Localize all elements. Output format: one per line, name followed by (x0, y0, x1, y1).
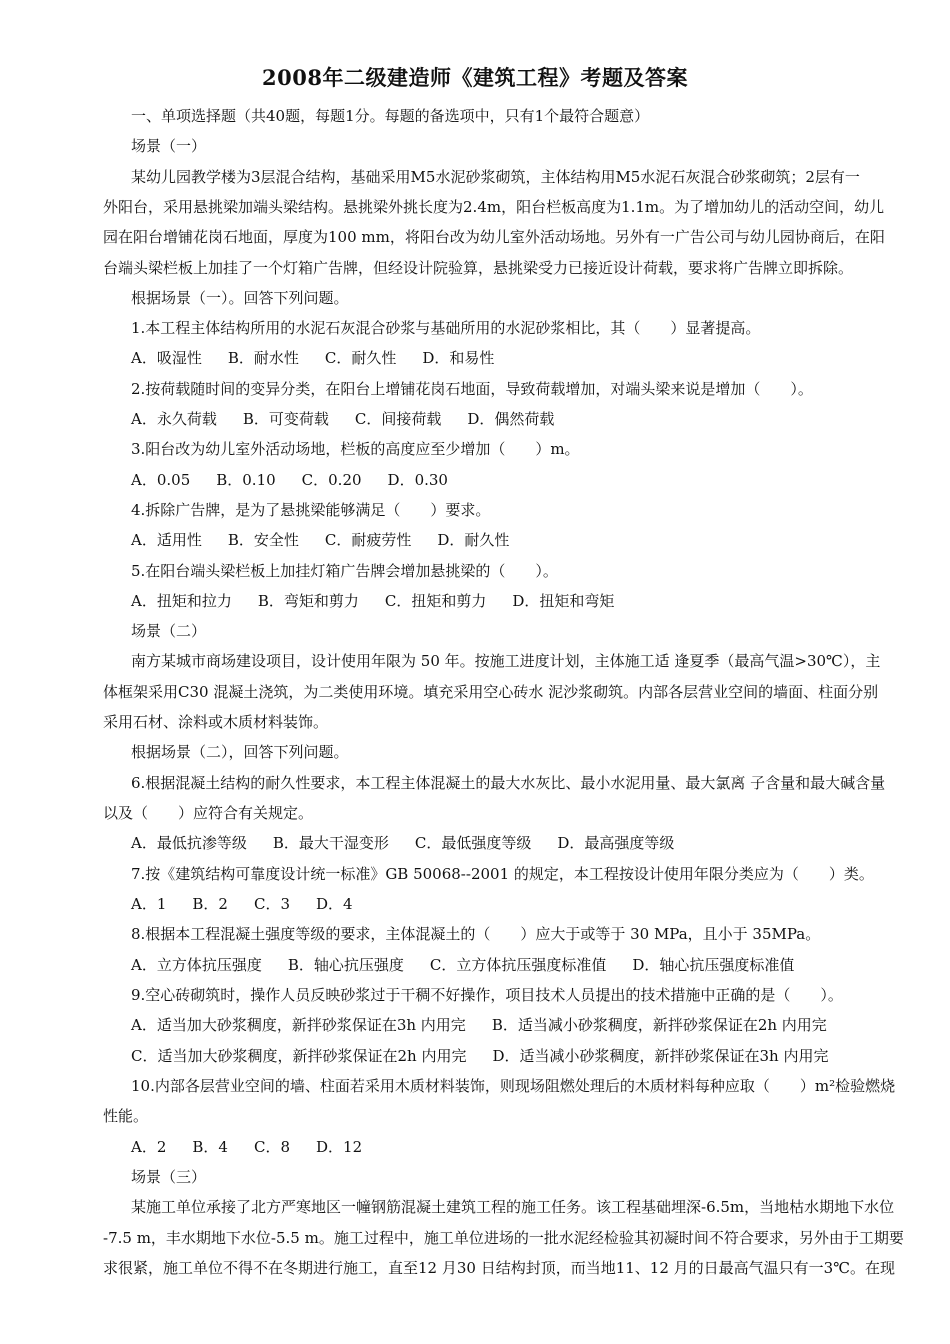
option-a: A．永久荷载 (131, 410, 217, 428)
option-d: D．0.30 (387, 471, 448, 489)
option-c: C．耐久性 (324, 349, 397, 367)
option-a: A．扭矩和拉力 (131, 592, 232, 610)
question-6-stem: 6.根据混凝土结构的耐久性要求，本工程主体混凝土的最大水灰比、最小水泥用量、最大氯离 子含量和最大碱含量 (131, 774, 886, 792)
scene-1-paragraph: 台端头梁栏板上加挂了一个灯箱广告牌，但经设计院验算，悬挑梁受力已接近设计荷载，要求将广告牌立即拆除。 (103, 259, 854, 277)
scene-3-paragraph: 求很紧，施工单位不得不在冬期进行施工，直至12 月30 日结构封顶，而当地11、12 月的日最高气温只有一3℃。在现 (103, 1259, 895, 1277)
scene-1-paragraph: 外阳台，采用悬挑梁加端头梁结构。悬挑梁外挑长度为2.4m，阳台栏板高度为1.1m。为了增加幼儿的活动空间，幼儿 (103, 198, 885, 216)
question-1-stem: 1.本工程主体结构所用的水泥石灰混合砂浆与基础所用的水泥砂浆相比，其（ ）显著提高。 (131, 319, 761, 337)
question-6-options (131, 833, 700, 853)
scene-2-prompt: 根据场景（二），回答下列问题。 (131, 743, 349, 761)
option-a: A．0.05 (131, 471, 191, 489)
question-10-options (131, 1137, 388, 1157)
scene-1-prompt: 根据场景（一）。回答下列问题。 (131, 289, 349, 307)
option-c: C．扭矩和剪力 (384, 592, 487, 610)
question-2-options (131, 409, 580, 429)
question-2-stem: 2.按荷载随时间的变异分类，在阳台上增铺花岗石地面，导致荷载增加，对端头梁来说是增加（ ）。 (131, 380, 813, 398)
option-b: B．安全性 (227, 531, 299, 549)
scene-2-paragraph: 体框架采用C30 混凝土浇筑，为二类使用环境。填充采用空心砖水 泥沙浆砌筑。内部各层营业空间的墙面、柱面分别 (103, 683, 879, 701)
question-7-stem: 7.按《建筑结构可靠度设计统一标准》GB 50068--2001 的规定，本工程按设计使用年限分类应为（ ）类。 (131, 865, 874, 883)
option-a: A．最低抗渗等级 (131, 834, 247, 852)
question-1-options (131, 348, 520, 368)
option-a: A．吸湿性 (131, 349, 202, 367)
option-d: D．耐久性 (437, 531, 510, 549)
question-8-options (131, 955, 820, 975)
question-8-stem: 8.根据本工程混凝土强度等级的要求，主体混凝土的（ ）应大于或等于 30 MPa，且小于 35MPa。 (131, 925, 821, 943)
scene-2-heading: 场景（二） (131, 622, 207, 640)
option-d: D．适当减小砂浆稠度，新拌砂浆保证在3h 内用完 (492, 1047, 829, 1065)
scene-2-paragraph: 南方某城市商场建设项目，设计使用年限为 50 年。按施工进度计划，主体施工适 逢夏季（最高气温>30℃），主 (131, 652, 881, 670)
section-heading: 一、单项选择题（共40题，每题1分。每题的备选项中，只有1个最符合题意） (131, 107, 650, 125)
question-4-options (131, 530, 535, 550)
scene-3-heading: 场景（三） (131, 1168, 207, 1186)
question-4-stem: 4.拆除广告牌，是为了悬挑梁能够满足（ ）要求。 (131, 501, 491, 519)
option-a: A．适当加大砂浆稠度，新拌砂浆保证在3h 内用完 (131, 1016, 466, 1034)
question-9-options (131, 1015, 853, 1035)
scene-3-paragraph: -7.5 m，丰水期地下水位-5.5 m。施工过程中，施工单位进场的一批水泥经检验其初凝时间不符合要求，另外由于工期要 (103, 1229, 904, 1247)
scene-3-paragraph: 某施工单位承接了北方严寒地区一幢钢筋混凝土建筑工程的施工任务。该工程基础埋深-6.5m，当地枯水期地下水位 (131, 1198, 895, 1216)
option-b: B．4 (192, 1138, 228, 1156)
page-title: 2008年二级建造师《建筑工程》考题及答案 (262, 65, 688, 90)
scene-2-paragraph: 采用石材、涂料或木质材料装饰。 (103, 713, 329, 731)
option-a: A．2 (131, 1138, 167, 1156)
option-c: C．3 (253, 895, 290, 913)
question-10-stem: 10.内部各层营业空间的墙、柱面若采用木质材料装饰，则现场阻燃处理后的木质材料每种应取（ ）m²检验燃烧 (131, 1077, 896, 1095)
option-c: C．最低强度等级 (414, 834, 532, 852)
option-b: B．轴心抗压强度 (287, 956, 404, 974)
option-b: B．0.10 (216, 471, 276, 489)
option-c: C．间接荷载 (354, 410, 442, 428)
question-10-stem-cont: 性能。 (103, 1107, 149, 1125)
option-b: B．2 (192, 895, 228, 913)
question-3-stem: 3.阳台改为幼儿室外活动场地，栏板的高度应至少增加（ ）m。 (131, 440, 580, 458)
option-d: D．扭矩和弯矩 (512, 592, 615, 610)
option-a: A．1 (131, 895, 167, 913)
option-c: C．0.20 (301, 471, 362, 489)
option-c: C．8 (253, 1138, 290, 1156)
question-9-options (131, 1046, 854, 1066)
option-b: B．适当减小砂浆稠度，新拌砂浆保证在2h 内用完 (491, 1016, 827, 1034)
option-a: A．适用性 (131, 531, 202, 549)
option-c: C．耐疲劳性 (324, 531, 412, 549)
option-d: D．4 (316, 895, 353, 913)
option-b: B．耐水性 (227, 349, 299, 367)
option-a: A．立方体抗压强度 (131, 956, 262, 974)
option-d: D．轴心抗压强度标准值 (632, 956, 795, 974)
question-6-stem-cont: 以及（ ）应符合有关规定。 (103, 804, 314, 822)
scene-1-paragraph: 某幼儿园教学楼为3层混合结构，基础采用M5水泥砂浆砌筑，主体结构用M5水泥石灰混合砂浆砌筑；2层有一 (131, 168, 860, 186)
question-3-options (131, 470, 474, 490)
option-d: D．偶然荷载 (467, 410, 555, 428)
option-d: D．和易性 (422, 349, 495, 367)
option-c: C．适当加大砂浆稠度，新拌砂浆保证在2h 内用完 (131, 1047, 467, 1065)
scene-1-paragraph: 园在阳台增铺花岗石地面，厚度为100 mm，将阳台改为幼儿室外活动场地。另外有一广告公司与幼儿园协商后，在阳 (103, 228, 885, 246)
option-b: B．可变荷载 (242, 410, 329, 428)
question-5-stem: 5.在阳台端头梁栏板上加挂灯箱广告牌会增加悬挑梁的（ ）。 (131, 562, 558, 580)
question-7-options (131, 894, 379, 914)
option-b: B．最大干湿变形 (272, 834, 389, 852)
option-d: D．12 (316, 1138, 363, 1156)
option-c: C．立方体抗压强度标准值 (429, 956, 607, 974)
question-9-stem: 9.空心砖砌筑时，操作人员反映砂浆过于干稠不好操作，项目技术人员提出的技术措施中正确的是（ ）。 (131, 986, 843, 1004)
scene-1-heading: 场景（一） (131, 137, 207, 155)
option-b: B．弯矩和剪力 (257, 592, 359, 610)
question-5-options (131, 591, 640, 611)
option-d: D．最高强度等级 (557, 834, 675, 852)
